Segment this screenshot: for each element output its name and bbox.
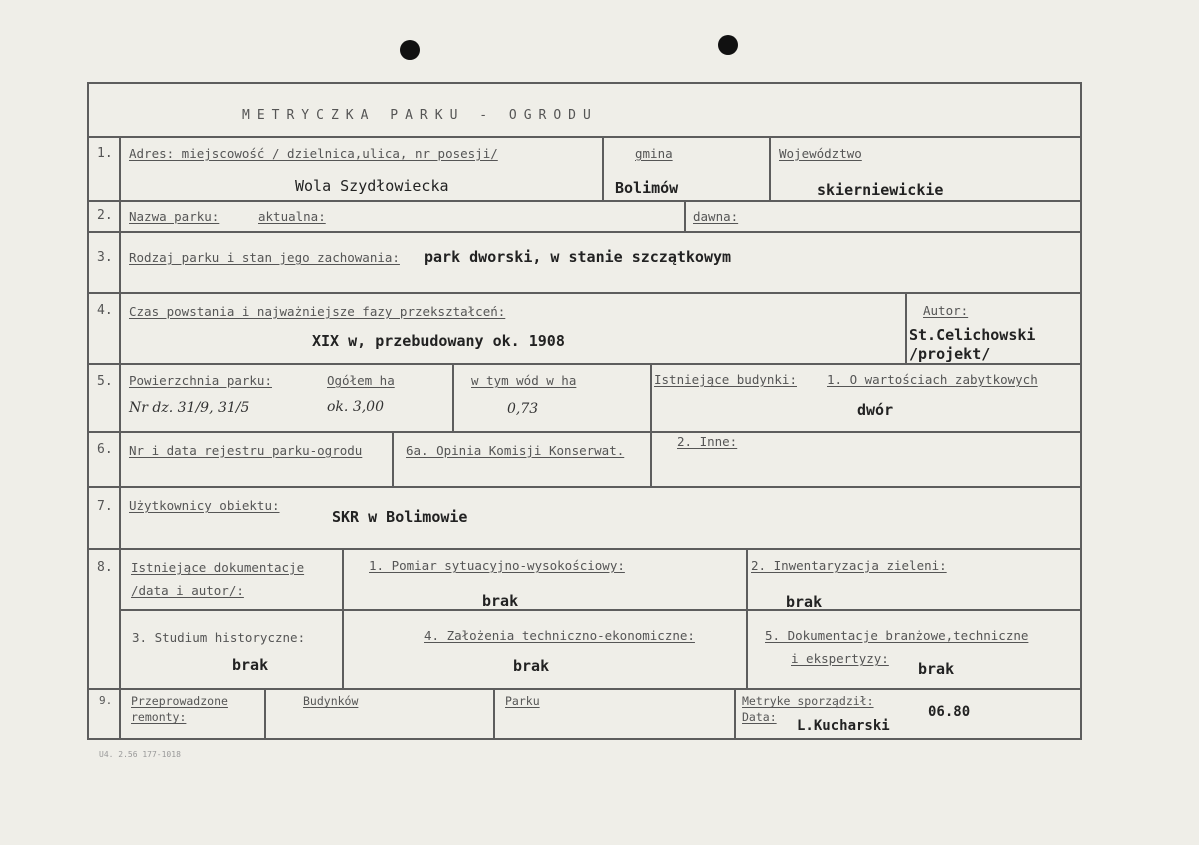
row-number-5: 5. bbox=[97, 374, 113, 389]
other-buildings-label: 2. Inne: bbox=[677, 434, 738, 449]
technical-assumptions-label: 4. Założenia techniczno-ekonomiczne: bbox=[424, 628, 695, 643]
origin-value: XIX w, przebudowany ok. 1908 bbox=[312, 332, 565, 350]
survey-label: 1. Pomiar sytuacyjno-wysokościowy: bbox=[369, 558, 625, 573]
historical-study-label: 3. Studium historyczne: bbox=[132, 630, 306, 645]
park-type-value: park dworski, w stanie szczątkowym bbox=[424, 248, 732, 266]
greenery-inventory-value: brak bbox=[786, 593, 823, 611]
former-name-label: dawna: bbox=[693, 209, 739, 224]
renovations-sublabel: remonty: bbox=[131, 710, 187, 724]
row-number-8: 8. bbox=[97, 560, 113, 575]
greenery-inventory-label: 2. Inwentaryzacja zieleni: bbox=[751, 558, 947, 573]
technical-assumptions-value: brak bbox=[513, 657, 550, 675]
origin-label: Czas powstania i najważniejsze fazy przekształceń: bbox=[129, 304, 506, 319]
gmina-label: gmina bbox=[635, 146, 673, 161]
water-area-value: 0,73 bbox=[507, 401, 539, 417]
historical-study-value: brak bbox=[232, 656, 269, 674]
conservation-opinion-label: 6a. Opinia Komisji Konserwat. bbox=[406, 443, 625, 458]
row-number-9: 9. bbox=[99, 694, 113, 707]
form-title: METRYCZKA PARKU - OGRODU bbox=[242, 108, 598, 123]
documentation-sublabel: /data i autor/: bbox=[131, 583, 244, 598]
plot-numbers: Nr dz. 31/9, 31/5 bbox=[129, 400, 250, 416]
row-number-2: 2. bbox=[97, 208, 113, 223]
area-label: Powierzchnia parku: bbox=[129, 373, 272, 388]
address-value: Wola Szydłowiecka bbox=[295, 177, 449, 195]
author-label: Autor: bbox=[923, 303, 969, 318]
author-value: St.Celichowski bbox=[909, 326, 1036, 344]
address-label: Adres: miejscowość / dzielnica,ulica, nr posesji/ bbox=[129, 146, 498, 161]
total-area-value: ok. 3,00 bbox=[327, 399, 384, 415]
row-number-4: 4. bbox=[97, 303, 113, 318]
historic-buildings-label: 1. O wartościach zabytkowych bbox=[827, 372, 1038, 387]
compiled-by-label: Metryke sporządził: bbox=[742, 694, 874, 708]
voivodeship-label: Województwo bbox=[779, 146, 862, 161]
total-area-label: Ogółem ha bbox=[327, 373, 395, 388]
documentation-label: Istniejące dokumentacje bbox=[131, 560, 305, 575]
punch-hole-left bbox=[400, 40, 420, 60]
date-value: 06.80 bbox=[928, 704, 971, 720]
date-label: Data: bbox=[742, 710, 777, 724]
compiled-by-value: L.Kucharski bbox=[797, 718, 890, 734]
branch-documentation-label: 5. Dokumentacje branżowe,techniczne bbox=[765, 628, 1029, 643]
author-note: /projekt/ bbox=[909, 345, 991, 363]
historic-buildings-value: dwór bbox=[857, 401, 894, 419]
survey-value: brak bbox=[482, 592, 519, 610]
park-type-label: Rodzaj parku i stan jego zachowania: bbox=[129, 250, 400, 265]
row-number-7: 7. bbox=[97, 499, 113, 514]
park-record-form bbox=[87, 82, 1082, 740]
existing-buildings-label: Istniejące budynki: bbox=[654, 372, 797, 387]
current-name-label: aktualna: bbox=[258, 209, 326, 224]
row-number-3: 3. bbox=[97, 250, 113, 265]
gmina-value: Bolimów bbox=[615, 179, 679, 197]
park-renovations-label: Parku bbox=[505, 694, 540, 708]
branch-documentation-value: brak bbox=[918, 660, 955, 678]
water-area-label: w tym wód w ha bbox=[471, 373, 577, 388]
voivodeship-value: skierniewickie bbox=[817, 181, 944, 199]
expertise-label: i ekspertyzy: bbox=[791, 651, 889, 666]
punch-hole-right bbox=[718, 35, 738, 55]
row-number-6: 6. bbox=[97, 442, 113, 457]
registry-label: Nr i data rejestru parku-ogrodu bbox=[129, 443, 363, 458]
buildings-renovations-label: Budynków bbox=[303, 694, 359, 708]
form-print-code: U4. 2.56 177-1018 bbox=[99, 750, 181, 759]
renovations-label: Przeprowadzone bbox=[131, 694, 228, 708]
users-value: SKR w Bolimowie bbox=[332, 508, 468, 526]
users-label: Użytkownicy obiektu: bbox=[129, 498, 280, 513]
park-name-label: Nazwa parku: bbox=[129, 209, 220, 224]
row-number-1: 1. bbox=[97, 146, 113, 161]
